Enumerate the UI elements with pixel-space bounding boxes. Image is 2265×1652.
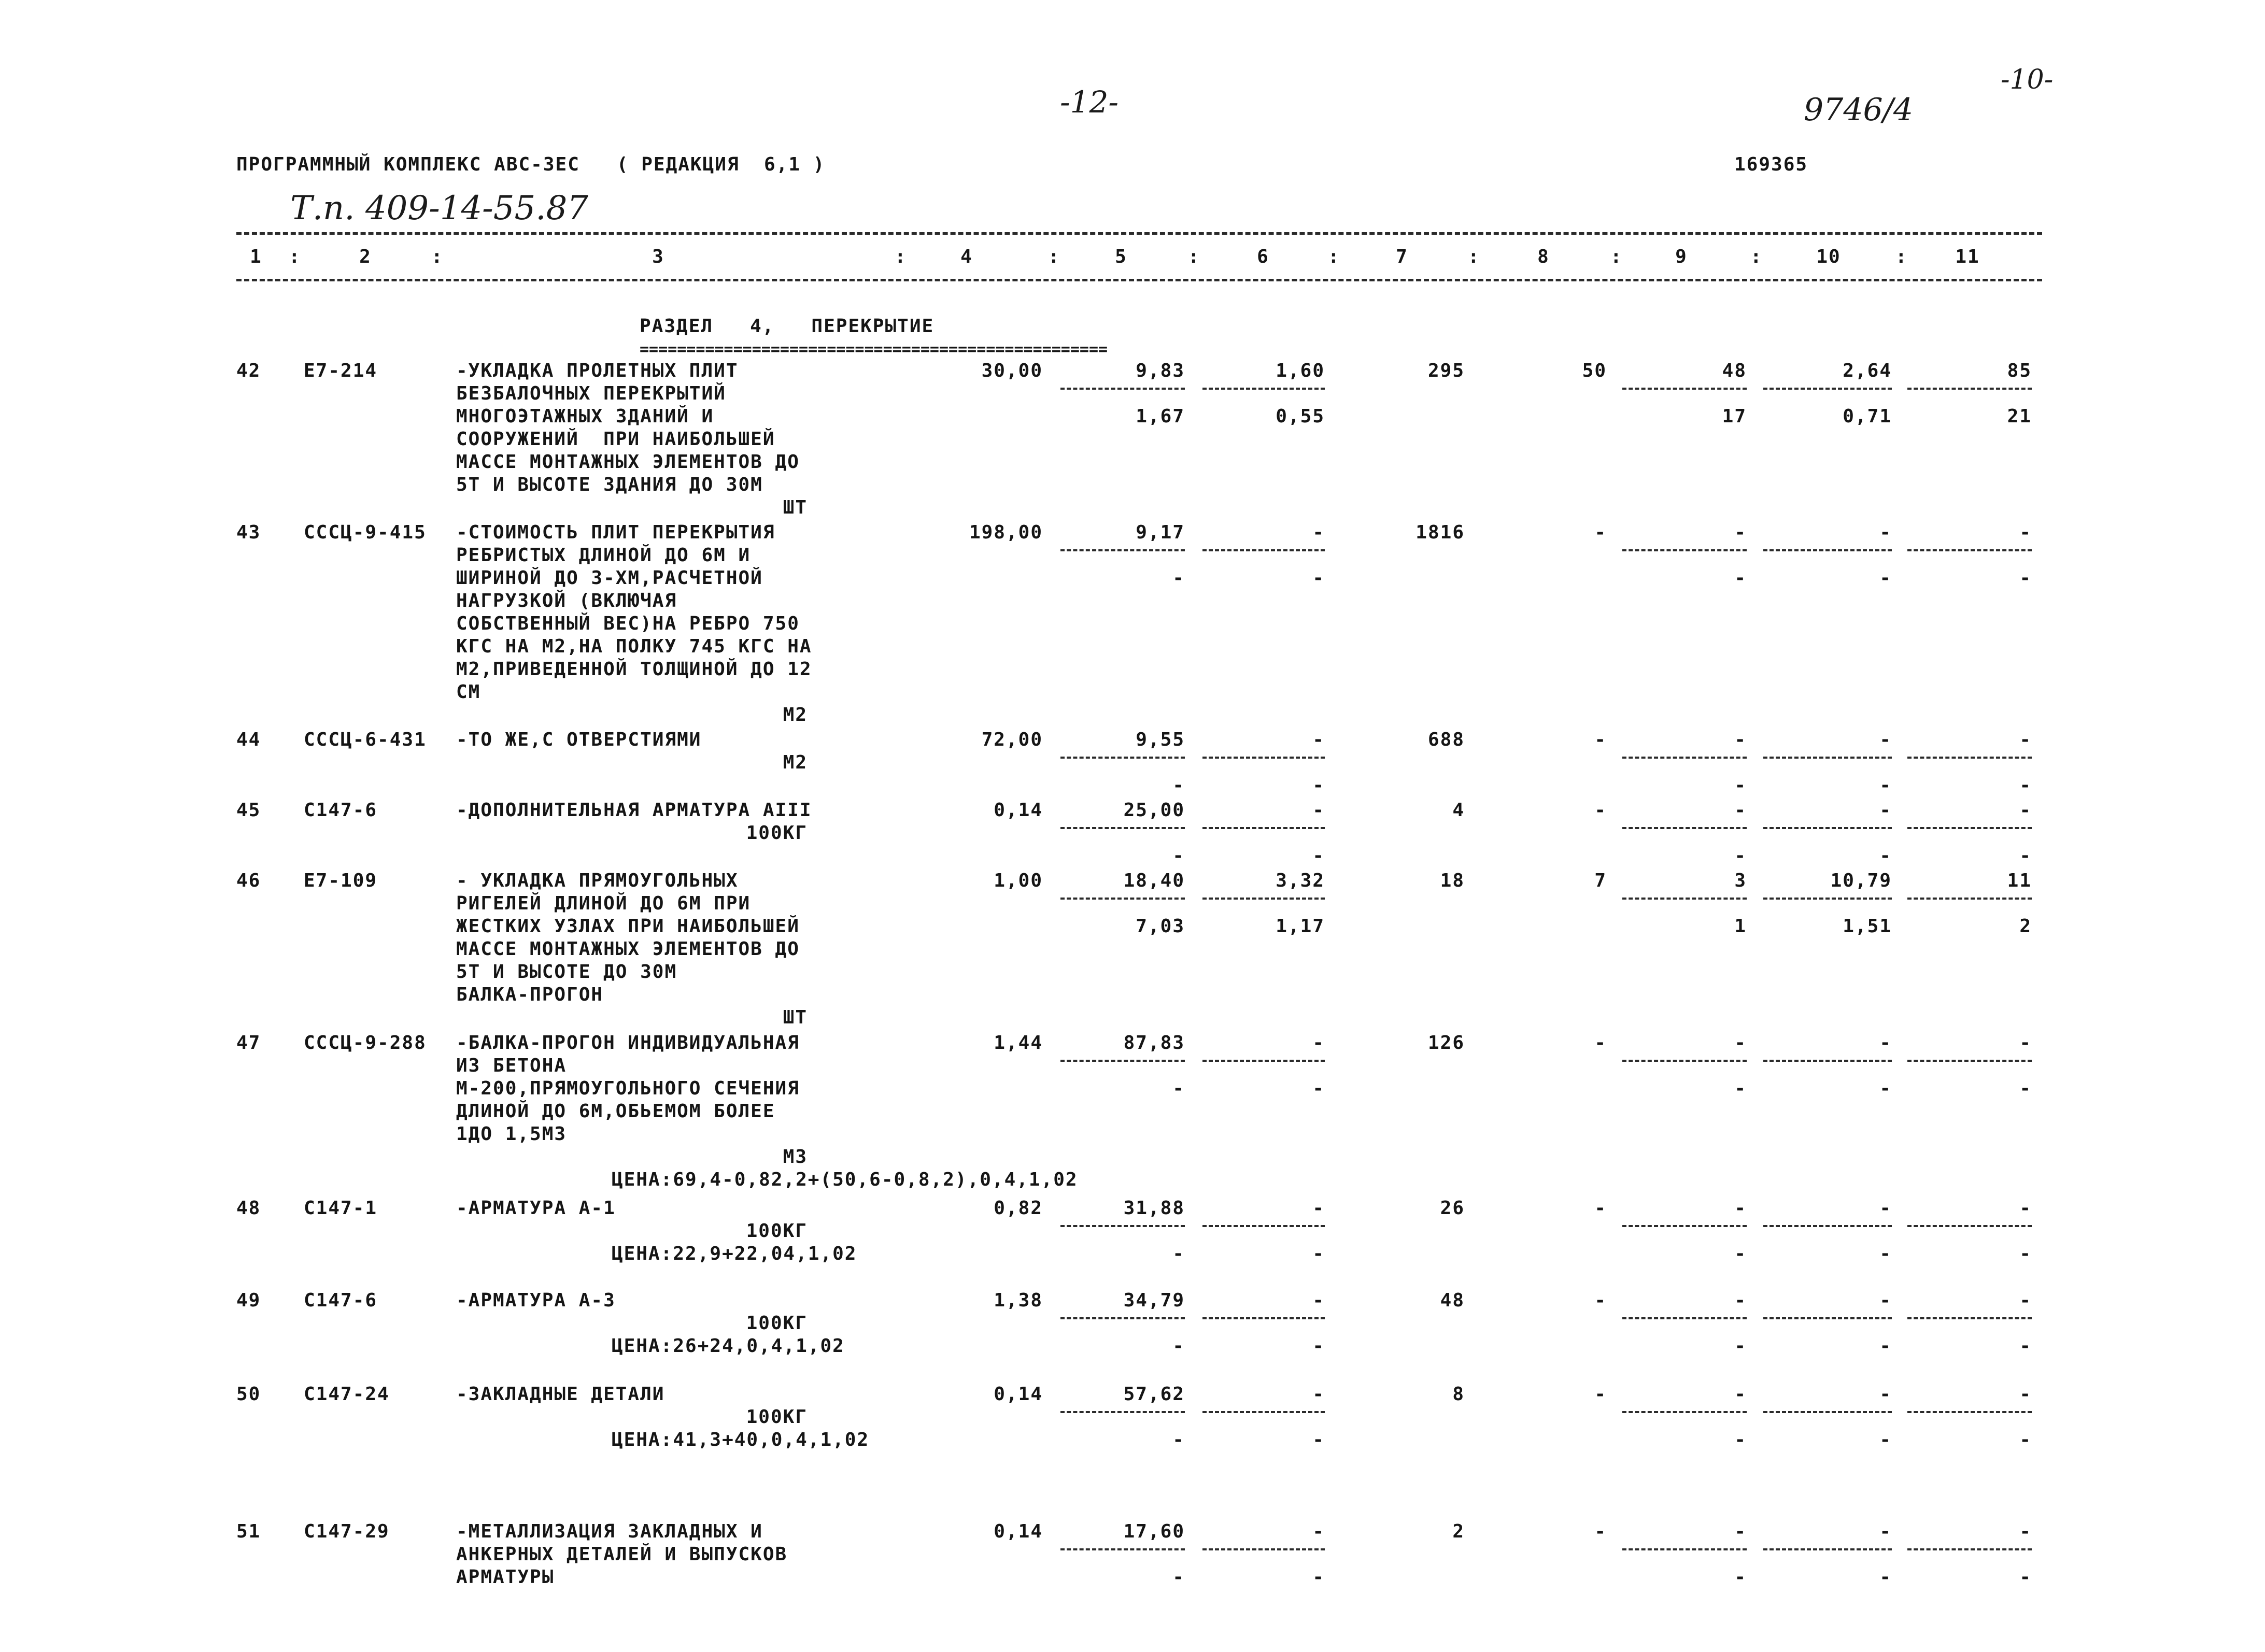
row-description-line: -БАЛКА-ПРОГОН ИНДИВИДУАЛЬНАЯ: [456, 1032, 800, 1053]
row-description-line: МНОГОЭТАЖНЫХ ЗДАНИЙ И: [456, 406, 714, 427]
row-description-line: ЖЕСТКИХ УЗЛАХ ПРИ НАИБОЛЬШЕЙ: [456, 916, 800, 937]
cell-divider: [1622, 1317, 1747, 1319]
column-header-1: 1: [250, 246, 262, 267]
cell-col5: 9,83: [1136, 360, 1185, 381]
row-description-line: -АРМАТУРА А-1: [456, 1198, 616, 1219]
cell-col11-secondary: -: [2019, 1078, 2032, 1099]
cell-divider: [1907, 1411, 2032, 1413]
cell-col9-secondary: -: [1734, 775, 1747, 796]
row-unit: 100КГ: [746, 822, 808, 844]
corner-mark: -10-: [2001, 64, 2054, 95]
row-number: 42: [236, 360, 261, 381]
row-number: 50: [236, 1384, 261, 1405]
cell-divider: [1763, 1225, 1892, 1227]
header-rule-bottom: [236, 279, 2042, 281]
cell-col8: -: [1594, 1032, 1607, 1053]
row-description-line: АНКЕРНЫХ ДЕТАЛЕЙ И ВЫПУСКОВ: [456, 1544, 788, 1565]
cell-divider: [1202, 388, 1325, 390]
cell-col8: -: [1594, 522, 1607, 543]
row-description-line: - УКЛАДКА ПРЯМОУГОЛЬНЫХ: [456, 870, 739, 891]
cell-col11-secondary: -: [2019, 845, 2032, 866]
row-code: СССЦ-9-288: [304, 1032, 427, 1053]
page-number: -12-: [1060, 84, 1119, 120]
cell-col11: -: [2019, 1521, 2032, 1542]
cell-col9-secondary: -: [1734, 1078, 1747, 1099]
cell-divider: [1060, 1225, 1185, 1227]
row-unit: М3: [783, 1146, 808, 1167]
cell-col5: 9,17: [1136, 522, 1185, 543]
column-separator: :: [1750, 246, 1763, 267]
cell-divider: [1060, 1411, 1185, 1413]
cell-col9: -: [1734, 1384, 1747, 1405]
row-description-line: НАГРУЗКОЙ (ВКЛЮЧАЯ: [456, 590, 677, 611]
row-description-line: ШИРИНОЙ ДО 3-ХМ,РАСЧЕТНОЙ: [456, 567, 763, 589]
cell-col11: -: [2019, 800, 2032, 821]
cell-col8: -: [1594, 1384, 1607, 1405]
cell-col11: -: [2019, 1198, 2032, 1219]
cell-divider: [1622, 1060, 1747, 1062]
cell-col8: -: [1594, 1521, 1607, 1542]
row-description-line: -ДОПОЛНИТЕЛЬНАЯ АРМАТУРА АIII: [456, 800, 812, 821]
cell-divider: [1622, 757, 1747, 759]
cell-col9-secondary: -: [1734, 1243, 1747, 1264]
cell-col4: 1,38: [994, 1290, 1043, 1311]
row-description-line: ИЗ БЕТОНА: [456, 1055, 567, 1076]
cell-col10-secondary: -: [1879, 567, 1892, 589]
cell-divider: [1907, 1060, 2032, 1062]
row-price-note: ЦЕНА:69,4-0,82,2+(50,6-0,8,2),0,4,1,02: [612, 1169, 1078, 1190]
row-code: С147-6: [304, 1290, 378, 1311]
cell-col6: 3,32: [1276, 870, 1325, 891]
cell-col11-secondary: 2: [2019, 916, 2032, 937]
cell-divider: [1202, 757, 1325, 759]
section-title: РАЗДЕЛ 4, ПЕРЕКРЫТИЕ: [640, 316, 935, 337]
cell-col9-secondary: -: [1734, 1429, 1747, 1450]
cell-col6: -: [1312, 1198, 1325, 1219]
cell-col5: 18,40: [1123, 870, 1185, 891]
cell-col11: 85: [2007, 360, 2032, 381]
row-description-line: М-200,ПРЯМОУГОЛЬНОГО СЕЧЕНИЯ: [456, 1078, 800, 1099]
cell-col4: 1,44: [994, 1032, 1043, 1053]
cell-col11-secondary: -: [2019, 1566, 2032, 1588]
program-title: ПРОГРАММНЫЙ КОМПЛЕКС АВС-ЗЕС ( РЕДАКЦИЯ 6,1 ): [236, 154, 826, 175]
cell-col11-secondary: -: [2019, 1243, 2032, 1264]
cell-col9-secondary: -: [1734, 845, 1747, 866]
cell-col4: 0,14: [994, 1521, 1043, 1542]
row-number: 47: [236, 1032, 261, 1053]
row-code: С147-29: [304, 1521, 390, 1542]
cell-col9: -: [1734, 1290, 1747, 1311]
cell-col5-secondary: -: [1172, 1078, 1185, 1099]
row-code: Е7-109: [304, 870, 378, 891]
row-description-line: СООРУЖЕНИЙ ПРИ НАИБОЛЬШЕЙ: [456, 429, 775, 450]
header-rule-top: [236, 232, 2042, 235]
cell-divider: [1763, 827, 1892, 829]
cell-col6: 1,60: [1276, 360, 1325, 381]
cell-divider: [1060, 757, 1185, 759]
cell-col9-secondary: 17: [1722, 406, 1747, 427]
row-unit: ШТ: [783, 497, 808, 518]
cell-col8: -: [1594, 729, 1607, 750]
cell-divider: [1763, 898, 1892, 900]
cell-divider: [1622, 1548, 1747, 1550]
cell-col10-secondary: -: [1879, 775, 1892, 796]
row-description-line: БЕЗБАЛОЧНЫХ ПЕРЕКРЫТИЙ: [456, 383, 726, 404]
cell-divider: [1763, 388, 1892, 390]
cell-col7: 688: [1427, 729, 1465, 750]
cell-col8: -: [1594, 1198, 1607, 1219]
row-price-note: ЦЕНА:22,9+22,04,1,02: [612, 1243, 857, 1264]
cell-divider: [1622, 1225, 1747, 1227]
cell-col9-secondary: -: [1734, 1335, 1747, 1357]
cell-col8: 50: [1582, 360, 1607, 381]
row-description-line: КГС НА М2,НА ПОЛКУ 745 КГС НА: [456, 636, 812, 657]
cell-col10-secondary: -: [1879, 845, 1892, 866]
cell-divider: [1202, 1411, 1325, 1413]
cell-col10-secondary: 0,71: [1843, 406, 1892, 427]
cell-col6-secondary: 0,55: [1276, 406, 1325, 427]
cell-col6-secondary: -: [1312, 845, 1325, 866]
column-header-2: 2: [359, 246, 372, 267]
column-separator: :: [1610, 246, 1623, 267]
cell-col5-secondary: 1,67: [1136, 406, 1185, 427]
row-description-line: РЕБРИСТЫХ ДЛИНОЙ ДО 6М И: [456, 545, 751, 566]
row-description-line: -АРМАТУРА А-3: [456, 1290, 616, 1311]
cell-divider: [1202, 549, 1325, 551]
cell-col11: -: [2019, 1032, 2032, 1053]
cell-col8: -: [1594, 1290, 1607, 1311]
cell-col10: -: [1879, 1198, 1892, 1219]
cell-divider: [1907, 1225, 2032, 1227]
cell-divider: [1622, 1411, 1747, 1413]
column-separator: :: [1895, 246, 1908, 267]
section-underline: ==================================================: [640, 340, 1108, 359]
column-header-3: 3: [652, 246, 664, 267]
cell-divider: [1060, 898, 1185, 900]
cell-divider: [1060, 827, 1185, 829]
cell-col4: 0,14: [994, 1384, 1043, 1405]
column-separator: :: [1048, 246, 1060, 267]
column-separator: :: [1468, 246, 1480, 267]
cell-col6-secondary: -: [1312, 1429, 1325, 1450]
cell-col7: 1816: [1415, 522, 1465, 543]
row-number: 43: [236, 522, 261, 543]
cell-col7: 295: [1427, 360, 1465, 381]
cell-divider: [1907, 898, 2032, 900]
cell-col7: 2: [1452, 1521, 1465, 1542]
cell-col9: -: [1734, 729, 1747, 750]
cell-col8: -: [1594, 800, 1607, 821]
cell-col11: -: [2019, 522, 2032, 543]
cell-col8: 7: [1594, 870, 1607, 891]
cell-col6: -: [1312, 522, 1325, 543]
cell-col7: 126: [1427, 1032, 1465, 1053]
cell-divider: [1060, 549, 1185, 551]
row-unit: М2: [783, 752, 808, 773]
cell-col10-secondary: -: [1879, 1429, 1892, 1450]
cell-col6: -: [1312, 1521, 1325, 1542]
cell-divider: [1622, 549, 1747, 551]
cell-divider: [1202, 1548, 1325, 1550]
column-separator: :: [431, 246, 444, 267]
row-description-line: СМ: [456, 681, 481, 703]
cell-divider: [1907, 1317, 2032, 1319]
cell-col10-secondary: -: [1879, 1566, 1892, 1588]
cell-col5: 9,55: [1136, 729, 1185, 750]
row-code: С147-6: [304, 800, 378, 821]
row-description-line: БАЛКА-ПРОГОН: [456, 984, 604, 1005]
cell-divider: [1763, 1060, 1892, 1062]
cell-divider: [1622, 827, 1747, 829]
row-code: С147-24: [304, 1384, 390, 1405]
row-unit: 100КГ: [746, 1220, 808, 1242]
cell-col5-secondary: -: [1172, 1566, 1185, 1588]
row-number: 49: [236, 1290, 261, 1311]
cell-col10-secondary: -: [1879, 1078, 1892, 1099]
cell-col9: 3: [1734, 870, 1747, 891]
cell-col11-secondary: 21: [2007, 406, 2032, 427]
column-header-6: 6: [1257, 246, 1269, 267]
cell-col11-secondary: -: [2019, 567, 2032, 589]
column-header-9: 9: [1675, 246, 1688, 267]
row-unit: 100КГ: [746, 1313, 808, 1334]
cell-col6: -: [1312, 800, 1325, 821]
document-reference: 9746/4: [1804, 92, 1914, 128]
row-description-line: -ЗАКЛАДНЫЕ ДЕТАЛИ: [456, 1384, 665, 1405]
row-description-line: ДЛИНОЙ ДО 6М,ОБЬЕМОМ БОЛЕЕ: [456, 1101, 775, 1122]
cell-col11: -: [2019, 1384, 2032, 1405]
cell-col11: 11: [2007, 870, 2032, 891]
row-description-line: РИГЕЛЕЙ ДЛИНОЙ ДО 6М ПРИ: [456, 893, 751, 914]
cell-divider: [1202, 827, 1325, 829]
column-header-5: 5: [1115, 246, 1127, 267]
cell-divider: [1202, 1317, 1325, 1319]
row-number: 48: [236, 1198, 261, 1219]
cell-col4: 0,14: [994, 800, 1043, 821]
cell-col9: -: [1734, 1521, 1747, 1542]
cell-divider: [1907, 388, 2032, 390]
row-description-line: -СТОИМОСТЬ ПЛИТ ПЕРЕКРЫТИЯ: [456, 522, 775, 543]
cell-col10: -: [1879, 1384, 1892, 1405]
cell-divider: [1060, 1060, 1185, 1062]
cell-col5: 31,88: [1123, 1198, 1185, 1219]
cell-divider: [1907, 757, 2032, 759]
cell-col5: 87,83: [1123, 1032, 1185, 1053]
cell-col11: -: [2019, 729, 2032, 750]
cell-divider: [1763, 1548, 1892, 1550]
cell-col6-secondary: -: [1312, 1335, 1325, 1357]
cell-col6-secondary: -: [1312, 1566, 1325, 1588]
cell-col7: 26: [1440, 1198, 1465, 1219]
row-price-note: ЦЕНА:41,3+40,0,4,1,02: [612, 1429, 870, 1450]
cell-divider: [1622, 388, 1747, 390]
cell-col6-secondary: 1,17: [1276, 916, 1325, 937]
cell-col10-secondary: 1,51: [1843, 916, 1892, 937]
cell-col6: -: [1312, 729, 1325, 750]
row-description-line: -УКЛАДКА ПРОЛЕТНЫХ ПЛИТ: [456, 360, 739, 381]
cell-col7: 8: [1452, 1384, 1465, 1405]
cell-col5: 25,00: [1123, 800, 1185, 821]
column-header-10: 10: [1816, 246, 1841, 267]
row-description-line: -МЕТАЛЛИЗАЦИЯ ЗАКЛАДНЫХ И: [456, 1521, 763, 1542]
column-header-8: 8: [1537, 246, 1550, 267]
cell-divider: [1907, 827, 2032, 829]
cell-col9-secondary: -: [1734, 567, 1747, 589]
cell-col11-secondary: -: [2019, 1429, 2032, 1450]
cell-divider: [1202, 1225, 1325, 1227]
cell-col6: -: [1312, 1290, 1325, 1311]
row-number: 51: [236, 1521, 261, 1542]
cell-col10: -: [1879, 1290, 1892, 1311]
row-number: 45: [236, 800, 261, 821]
cell-divider: [1060, 1548, 1185, 1550]
cell-col10-secondary: -: [1879, 1243, 1892, 1264]
cell-col4: 198,00: [969, 522, 1043, 543]
row-code: С147-1: [304, 1198, 378, 1219]
cell-col9-secondary: 1: [1734, 916, 1747, 937]
row-description-line: 1ДО 1,5М3: [456, 1123, 567, 1145]
cell-col10: -: [1879, 522, 1892, 543]
row-code: Е7-214: [304, 360, 378, 381]
cell-col10: -: [1879, 1521, 1892, 1542]
cell-col5-secondary: -: [1172, 845, 1185, 866]
cell-divider: [1060, 388, 1185, 390]
cell-divider: [1763, 757, 1892, 759]
cell-col6: -: [1312, 1032, 1325, 1053]
row-number: 46: [236, 870, 261, 891]
cell-col6-secondary: -: [1312, 1078, 1325, 1099]
cell-col6-secondary: -: [1312, 567, 1325, 589]
cell-col9: 48: [1722, 360, 1747, 381]
cell-col10: -: [1879, 1032, 1892, 1053]
cell-divider: [1907, 549, 2032, 551]
cell-col6-secondary: -: [1312, 775, 1325, 796]
cell-col5-secondary: 7,03: [1136, 916, 1185, 937]
cell-col9: -: [1734, 522, 1747, 543]
row-description-line: -ТО ЖЕ,С ОТВЕРСТИЯМИ: [456, 729, 702, 750]
row-description-line: СОБСТВЕННЫЙ ВЕС)НА РЕБРО 750: [456, 613, 800, 634]
row-description-line: 5Т И ВЫСОТЕ ЗДАНИЯ ДО 30М: [456, 474, 763, 495]
row-description-line: МАССЕ МОНТАЖНЫХ ЭЛЕМЕНТОВ ДО: [456, 451, 800, 473]
column-separator: :: [1328, 246, 1340, 267]
cell-divider: [1622, 898, 1747, 900]
cell-col6-secondary: -: [1312, 1243, 1325, 1264]
cell-col7: 48: [1440, 1290, 1465, 1311]
cell-divider: [1060, 1317, 1185, 1319]
cell-col4: 72,00: [981, 729, 1043, 750]
project-code: Т.п. 409-14-55.87: [290, 189, 588, 227]
cell-col9: -: [1734, 1198, 1747, 1219]
cell-col5: 17,60: [1123, 1521, 1185, 1542]
cell-col10: 10,79: [1830, 870, 1892, 891]
cell-col5-secondary: -: [1172, 775, 1185, 796]
cell-col6: -: [1312, 1384, 1325, 1405]
column-header-7: 7: [1396, 246, 1408, 267]
cell-col11: -: [2019, 1290, 2032, 1311]
cell-divider: [1763, 1411, 1892, 1413]
cell-col5-secondary: -: [1172, 1243, 1185, 1264]
cell-col5: 34,79: [1123, 1290, 1185, 1311]
row-code: СССЦ-6-431: [304, 729, 427, 750]
cell-col4: 0,82: [994, 1198, 1043, 1219]
cell-col5: 57,62: [1123, 1384, 1185, 1405]
row-unit: М2: [783, 704, 808, 725]
cell-col7: 18: [1440, 870, 1465, 891]
column-separator: :: [895, 246, 907, 267]
column-header-4: 4: [960, 246, 973, 267]
cell-col5-secondary: -: [1172, 567, 1185, 589]
cell-col10-secondary: -: [1879, 1335, 1892, 1357]
row-description-line: 5Т И ВЫСОТЕ ДО 30М: [456, 961, 677, 982]
cell-col9: -: [1734, 800, 1747, 821]
row-code: СССЦ-9-415: [304, 522, 427, 543]
cell-col11-secondary: -: [2019, 775, 2032, 796]
row-description-line: АРМАТУРЫ: [456, 1566, 555, 1588]
cell-divider: [1907, 1548, 2032, 1550]
cell-col10: 2,64: [1843, 360, 1892, 381]
row-number: 44: [236, 729, 261, 750]
cell-divider: [1763, 549, 1892, 551]
cell-col11-secondary: -: [2019, 1335, 2032, 1357]
cell-col10: -: [1879, 729, 1892, 750]
document-number: 169365: [1734, 154, 1808, 175]
cell-col7: 4: [1452, 800, 1465, 821]
cell-divider: [1202, 1060, 1325, 1062]
row-price-note: ЦЕНА:26+24,0,4,1,02: [612, 1335, 845, 1357]
cell-col10: -: [1879, 800, 1892, 821]
cell-col4: 30,00: [981, 360, 1043, 381]
cell-col9: -: [1734, 1032, 1747, 1053]
row-description-line: МАССЕ МОНТАЖНЫХ ЭЛЕМЕНТОВ ДО: [456, 938, 800, 960]
cell-col4: 1,00: [994, 870, 1043, 891]
column-separator: :: [289, 246, 301, 267]
row-description-line: М2,ПРИВЕДЕННОЙ ТОЛЩИНОЙ ДО 12: [456, 659, 812, 680]
row-unit: 100КГ: [746, 1406, 808, 1428]
column-header-11: 11: [1955, 246, 1980, 267]
column-separator: :: [1188, 246, 1200, 267]
row-unit: ШТ: [783, 1007, 808, 1028]
cell-col5-secondary: -: [1172, 1429, 1185, 1450]
cell-col5-secondary: -: [1172, 1335, 1185, 1357]
cell-divider: [1763, 1317, 1892, 1319]
cell-divider: [1202, 898, 1325, 900]
cell-col9-secondary: -: [1734, 1566, 1747, 1588]
